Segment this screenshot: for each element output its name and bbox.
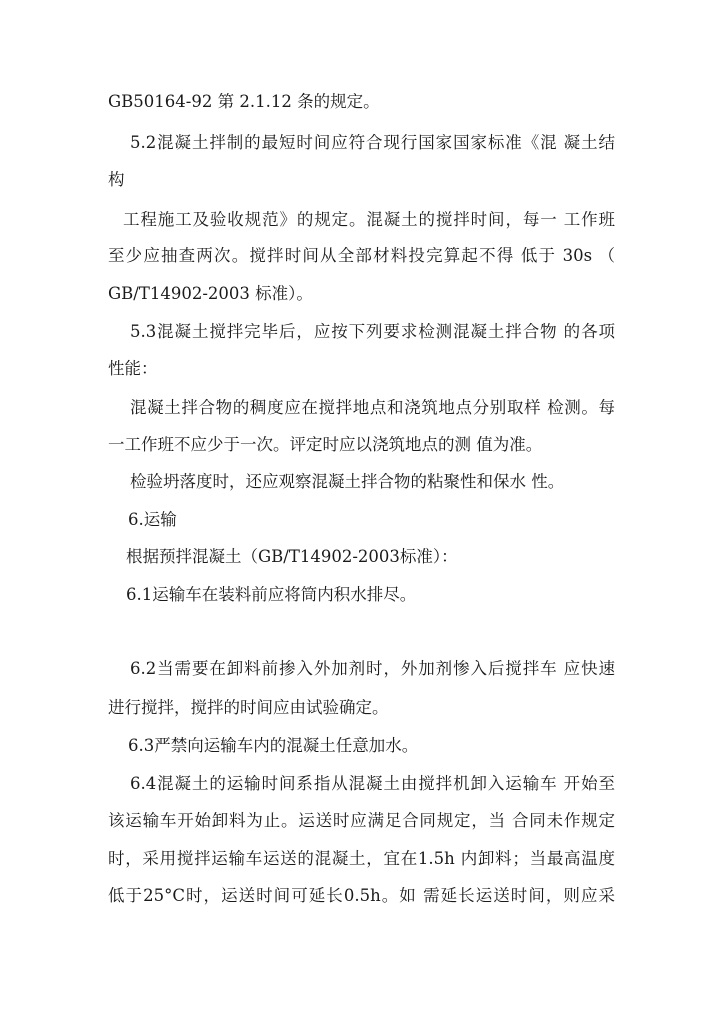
text-line: 6.4混凝土的运输时间系指从混凝土由搅拌机卸入运输车 开始至 bbox=[130, 774, 615, 793]
text-line: 低于25°C时，运送时间可延长0.5h。如 需延长运送时间，则应采 bbox=[108, 886, 615, 905]
text-line: GB/T14902-2003 标准）。 bbox=[108, 284, 313, 303]
text-line: 性能： bbox=[108, 359, 158, 378]
text-line: 进行搅拌，搅拌的时间应由试验确定。 bbox=[108, 698, 389, 717]
text-line: 工程施工及验收规范》的规定。混凝土的搅拌时间，每一 工作班 bbox=[123, 210, 615, 229]
section-heading: 6.运输 bbox=[128, 510, 177, 529]
text-line: 检验坍落度时，还应观察混凝土拌合物的粘聚性和保水 性。 bbox=[130, 472, 565, 491]
text-line: 构 bbox=[108, 170, 125, 189]
text-line: 根据预拌混凝土（GB/T14902-2003标准）： bbox=[126, 547, 458, 566]
text-line: 6.1运输车在装料前应将筒内积水排尽。 bbox=[126, 585, 417, 604]
text-line: 5.3混凝土搅拌完毕后，应按下列要求检测混凝土拌合物 的各项 bbox=[130, 322, 615, 341]
text-line: 该运输车开始卸料为止。运送时应满足合同规定，当 合同未作规定 bbox=[108, 811, 615, 830]
text-line: GB50164-92 第 2.1.12 条的规定。 bbox=[108, 92, 380, 111]
text-line: 至少应抽查两次。搅拌时间从全部材料投完算起不得 低于 30s （ bbox=[108, 246, 615, 265]
text-line: 6.3严禁向运输车内的混凝土任意加水。 bbox=[128, 736, 419, 755]
text-line: 混凝土拌合物的稠度应在搅拌地点和浇筑地点分别取样 检测。每 bbox=[130, 398, 615, 417]
text-line: 5.2混凝土拌制的最短时间应符合现行国家国家标准《混 凝土结 bbox=[130, 133, 615, 152]
text-line: 6.2当需要在卸料前掺入外加剂时，外加剂惨入后搅拌车 应快速 bbox=[130, 659, 615, 678]
text-line: 时，采用搅拌运输车运送的混凝土，宜在1.5h 内卸料；当最高温度 bbox=[108, 849, 615, 868]
text-line: 一工作班不应少于一次。评定时应以浇筑地点的测 值为准。 bbox=[108, 435, 543, 454]
